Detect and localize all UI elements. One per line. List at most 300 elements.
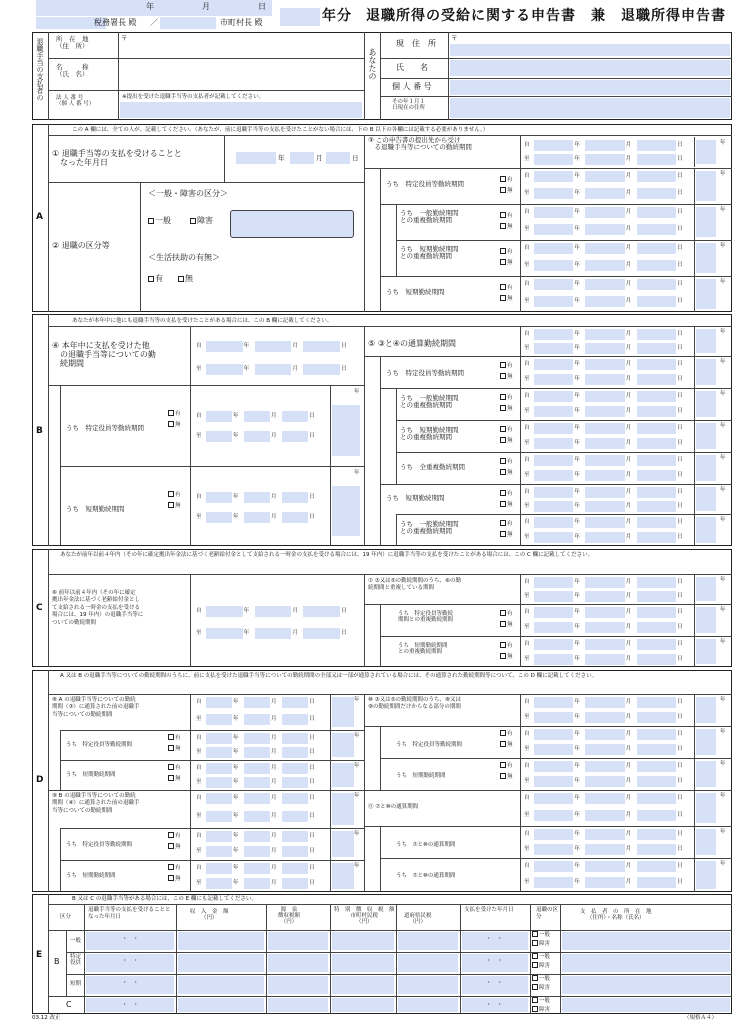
d-q10-from-field-1[interactable] [585,697,624,708]
d-q11-sub0-to-field-0[interactable] [534,844,573,855]
d-q10-sub1-from-field-1[interactable] [585,761,624,772]
payer-corp-number-field[interactable] [120,102,362,118]
d-q8-sub1-from-field-0[interactable] [206,763,232,774]
b-row4-years-field[interactable] [696,487,716,511]
era-year-field[interactable] [280,8,320,26]
b-row5-from-field-1[interactable] [585,517,624,528]
b-row2-from-field-2[interactable] [637,423,676,434]
d-q8-to-field-0[interactable] [206,714,232,725]
b-row4-to-field-1[interactable] [585,501,624,512]
d-q8-sub1-years-field[interactable] [332,763,354,787]
e-row2-payer-field[interactable] [562,976,730,994]
a-row1-to-field-0[interactable] [534,224,573,235]
b-row5-years-field[interactable] [696,517,716,543]
b-row1-from-field-0[interactable] [534,391,573,402]
q1-month-field[interactable] [290,152,314,164]
b-q5-from-field-1[interactable] [585,329,624,340]
b-q4-sub0-from-field-0[interactable] [206,411,232,422]
b-q5-to-field-1[interactable] [585,343,624,354]
b-row1-years-field[interactable] [696,391,716,417]
a-row2-yes[interactable]: 有 [500,248,513,255]
d-q9-sub0-yes[interactable]: 有 [168,832,181,839]
b-row2-from-field-1[interactable] [585,423,624,434]
d-q9-sub1-from-field-0[interactable] [206,863,232,874]
e-row0-source-tax-field[interactable] [268,932,328,950]
d-q9-sub1-to-field-1[interactable] [244,878,270,889]
d-q8-sub1-no[interactable]: 無 [168,775,181,782]
b-row5-to-field-2[interactable] [637,532,676,543]
b-row3-from-field-0[interactable] [534,455,573,466]
d-q11-sub1-years-field[interactable] [696,861,716,889]
c-q7-to-field-0[interactable] [534,591,573,602]
c-q7-from-field-0[interactable] [534,577,573,588]
a-row2-from-field-2[interactable] [637,243,676,254]
b-q4-sub1-from-field-2[interactable] [282,492,308,503]
b-row1-no[interactable]: 無 [500,405,513,412]
d-q11-sub1-to-field-1[interactable] [585,877,624,888]
d-q11-from-field-0[interactable] [534,793,573,804]
d-q8-sub0-to-field-0[interactable] [206,747,232,758]
d-q8-sub0-yes[interactable]: 有 [168,734,181,741]
b-q5-years-field[interactable] [696,329,716,353]
a-row3-from-field-1[interactable] [585,279,624,290]
b-q4-sub0-to-field-0[interactable] [206,431,232,442]
a-q3-years-field[interactable] [696,140,716,164]
d-q11-from-field-2[interactable] [637,793,676,804]
e-row1-income-field[interactable] [178,954,264,972]
a-row2-to-field-1[interactable] [585,260,624,271]
e-row2-city-tax-field[interactable] [332,976,394,994]
d-q11-from-field-1[interactable] [585,793,624,804]
opt-disabled[interactable]: 障害 [190,217,213,226]
a-row3-to-field-1[interactable] [585,296,624,307]
a-row0-no[interactable]: 無 [500,187,513,194]
b-row2-to-field-0[interactable] [534,438,573,449]
d-q8-years-field[interactable] [332,697,354,727]
b-row3-to-field-1[interactable] [585,470,624,481]
b-row3-from-field-2[interactable] [637,455,676,466]
b-row4-from-field-2[interactable] [637,487,676,498]
d-q10-sub1-years-field[interactable] [696,761,716,787]
e-row0-income-field[interactable] [178,932,264,950]
d-q11-to-field-0[interactable] [534,810,573,821]
b-row3-from-field-1[interactable] [585,455,624,466]
b-row5-no[interactable]: 無 [500,531,513,538]
c-sub1-from-field-0[interactable] [534,639,573,650]
c-q6-from-field-2[interactable] [303,606,340,617]
b-row2-yes[interactable]: 有 [500,426,513,433]
d-q11-sub0-years-field[interactable] [696,829,716,855]
c-sub0-yes[interactable]: 有 [500,610,513,617]
a-row1-from-field-0[interactable] [534,207,573,218]
d-q11-to-field-2[interactable] [637,810,676,821]
e-row1-source-tax-field[interactable] [268,954,328,972]
welfare-no[interactable]: 無 [178,275,193,284]
d-q11-sub0-to-field-2[interactable] [637,844,676,855]
b-q5-to-field-0[interactable] [534,343,573,354]
c-sub0-no[interactable]: 無 [500,621,513,628]
d-q8-sub0-no[interactable]: 無 [168,745,181,752]
you-address-field[interactable] [450,44,730,56]
b-q4-to-field-1[interactable] [255,364,292,375]
b-row3-yes[interactable]: 有 [500,458,513,465]
b-q4-from-field-2[interactable] [303,341,340,352]
a-row1-from-field-2[interactable] [637,207,676,218]
e-row3-pref-tax-field[interactable] [398,998,458,1012]
b-row5-yes[interactable]: 有 [500,520,513,527]
a-row1-no[interactable]: 無 [500,223,513,230]
d-q9-sub1-from-field-2[interactable] [282,863,308,874]
b-q4-sub1-from-field-0[interactable] [206,492,232,503]
city-field[interactable] [160,17,216,29]
e-row0-opt-general[interactable]: 一般 [532,931,550,938]
d-q10-sub0-to-field-2[interactable] [637,744,676,755]
a-q3-to-field-1[interactable] [585,154,624,165]
d-q10-sub0-yes[interactable]: 有 [500,730,513,737]
d-q9-sub0-from-field-2[interactable] [282,831,308,842]
e-row3-income-field[interactable] [178,998,264,1012]
d-q8-sub1-yes[interactable]: 有 [168,764,181,771]
e-row1-opt-disabled[interactable]: 障害 [532,962,550,969]
b-row5-to-field-0[interactable] [534,532,573,543]
c-q7-from-field-2[interactable] [637,577,676,588]
d-q8-to-field-2[interactable] [282,714,308,725]
a-row3-yes[interactable]: 有 [500,284,513,291]
d-q8-sub0-from-field-0[interactable] [206,733,232,744]
a-row1-yes[interactable]: 有 [500,212,513,219]
a-row1-to-field-2[interactable] [637,224,676,235]
b-row0-no[interactable]: 無 [500,373,513,380]
a-row3-from-field-0[interactable] [534,279,573,290]
d-q10-sub1-yes[interactable]: 有 [500,762,513,769]
d-q9-sub1-from-field-1[interactable] [244,863,270,874]
b-row0-to-field-0[interactable] [534,374,573,385]
a-row2-from-field-1[interactable] [585,243,624,254]
a-row3-no[interactable]: 無 [500,295,513,302]
d-q10-years-field[interactable] [696,697,716,723]
d-q9-sub0-from-field-1[interactable] [244,831,270,842]
b-q4-sub0-no[interactable]: 無 [168,421,181,428]
d-q9-sub0-to-field-1[interactable] [244,846,270,857]
e-row2-opt-disabled[interactable]: 障害 [532,984,550,991]
b-row0-to-field-1[interactable] [585,374,624,385]
d-q9-sub0-from-field-0[interactable] [206,831,232,842]
d-q8-from-field-0[interactable] [206,697,232,708]
d-q10-sub0-from-field-0[interactable] [534,729,573,740]
b-row4-no[interactable]: 無 [500,501,513,508]
d-q10-sub0-years-field[interactable] [696,729,716,755]
e-row-short: 短期 [70,981,82,987]
b-row3-no[interactable]: 無 [500,469,513,476]
d-q8-sub1-from-field-2[interactable] [282,763,308,774]
d-q9-to-field-1[interactable] [244,811,270,822]
d-q9-sub1-to-field-2[interactable] [282,878,308,889]
e-row0-payer-field[interactable] [562,932,730,950]
b-q4-to-field-0[interactable] [206,364,243,375]
c-sub1-no[interactable]: 無 [500,653,513,660]
c-sub1-to-field-2[interactable] [637,654,676,665]
d-q9-to-field-2[interactable] [282,811,308,822]
b-q4-sub0-to-field-2[interactable] [282,431,308,442]
a-row3-to-field-0[interactable] [534,296,573,307]
a-row2-no[interactable]: 無 [500,259,513,266]
a-row2-from-field-0[interactable] [534,243,573,254]
c-q6-to-field-0[interactable] [206,628,243,639]
a-row1-years-field[interactable] [696,207,716,237]
b-q4-sub0-from-field-1[interactable] [244,411,270,422]
d-q10-sub1-to-field-0[interactable] [534,776,573,787]
d-q11-sub1-to-field-0[interactable] [534,877,573,888]
b-q5-to-field-2[interactable] [637,343,676,354]
a-row0-to-field-2[interactable] [637,188,676,199]
e-row1-opt-general[interactable]: 一般 [532,953,550,960]
d-q11-sub1-to-field-2[interactable] [637,877,676,888]
d-q11-sub1-from-field-1[interactable] [585,861,624,872]
b-q4-from-field-1[interactable] [255,341,292,352]
date-field[interactable] [36,0,272,16]
d-q8-sub1-to-field-1[interactable] [244,777,270,788]
a-row3-from-field-2[interactable] [637,279,676,290]
c-q7-from-field-1[interactable] [585,577,624,588]
d-q10-sub0-to-field-0[interactable] [534,744,573,755]
d-q11-sub0-from-field-1[interactable] [585,829,624,840]
b-q4-sub1-to-field-1[interactable] [244,512,270,523]
b-row4-to-field-2[interactable] [637,501,676,512]
b-row0-yes[interactable]: 有 [500,362,513,369]
a-row0-yes[interactable]: 有 [500,176,513,183]
b-row4-to-field-0[interactable] [534,501,573,512]
b-row3-to-field-0[interactable] [534,470,573,481]
a-row0-to-field-0[interactable] [534,188,573,199]
c-sub1-from-field-2[interactable] [637,639,676,650]
d-q9-to-field-0[interactable] [206,811,232,822]
e-row2-source-tax-field[interactable] [268,976,328,994]
b-row2-from-field-0[interactable] [534,423,573,434]
e-row1-pref-tax-field[interactable] [398,954,458,972]
d-q10-sub1-no[interactable]: 無 [500,773,513,780]
d-q10-sub0-from-field-2[interactable] [637,729,676,740]
b-q4-sub1-to-field-2[interactable] [282,512,308,523]
b-row3-to-field-2[interactable] [637,470,676,481]
d-q10-sub0-to-field-1[interactable] [585,744,624,755]
b-row4-yes[interactable]: 有 [500,490,513,497]
d-q10-to-field-0[interactable] [534,712,573,723]
disabled-detail-field[interactable] [230,210,354,238]
d-q8-sub1-from-field-1[interactable] [244,763,270,774]
b-row4-from-field-0[interactable] [534,487,573,498]
b-row1-to-field-0[interactable] [534,406,573,417]
b-row4-from-field-1[interactable] [585,487,624,498]
d-q9-sub1-no[interactable]: 無 [168,875,181,882]
b-q5-from-field-2[interactable] [637,329,676,340]
e-row2-income-field[interactable] [178,976,264,994]
b-q4-sub0-from-field-2[interactable] [282,411,308,422]
d-q8-sub1-to-field-2[interactable] [282,777,308,788]
d-q8-sub0-years-field[interactable] [332,733,354,757]
a-row2-to-field-2[interactable] [637,260,676,271]
d-q8-sub0-to-field-2[interactable] [282,747,308,758]
a-row0-to-field-1[interactable] [585,188,624,199]
b-row0-from-field-2[interactable] [637,359,676,370]
d-q8-sub1-to-field-0[interactable] [206,777,232,788]
e-row0-pref-tax-field[interactable] [398,932,458,950]
a-row0-from-field-2[interactable] [637,171,676,182]
b-row0-years-field[interactable] [696,359,716,385]
a-row1-to-field-1[interactable] [585,224,624,235]
e-row3-city-tax-field[interactable] [332,998,394,1012]
c-sub0-from-field-0[interactable] [534,607,573,618]
b-row1-yes[interactable]: 有 [500,394,513,401]
d-q9-sub1-to-field-0[interactable] [206,878,232,889]
c-q6-to-field-1[interactable] [255,628,292,639]
e-row3-opt-disabled[interactable]: 障害 [532,1006,550,1013]
b-q4-sub1-yes[interactable]: 有 [168,491,181,498]
b-row1-to-field-2[interactable] [637,406,676,417]
you-name-field[interactable] [450,60,730,76]
c-sub1-from-field-1[interactable] [585,639,624,650]
a-q3-to-field-0[interactable] [534,154,573,165]
c-sub0-to-field-1[interactable] [585,622,624,633]
b-q4-sub0-years-field[interactable] [332,405,360,456]
b-q4-sub1-no[interactable]: 無 [168,502,181,509]
d-q10-sub1-to-field-1[interactable] [585,776,624,787]
a-q3-to-field-2[interactable] [637,154,676,165]
b-q4-sub0-to-field-1[interactable] [244,431,270,442]
b-q4-sub1-years-field[interactable] [332,486,360,536]
a-q3-from-field-1[interactable] [585,140,624,151]
d-q9-sub0-to-field-0[interactable] [206,846,232,857]
e-row1-city-tax-field[interactable] [332,954,394,972]
d-q10-sub0-no[interactable]: 無 [500,741,513,748]
d-q11-to-field-1[interactable] [585,810,624,821]
b-q4-sub0-yes[interactable]: 有 [168,410,181,417]
d-q9-sub1-yes[interactable]: 有 [168,864,181,871]
d-q10-from-field-0[interactable] [534,697,573,708]
b-row0-to-field-2[interactable] [637,374,676,385]
b-q4-to-field-2[interactable] [303,364,340,375]
b-row5-from-field-0[interactable] [534,517,573,528]
d-q8-sub0-from-field-1[interactable] [244,733,270,744]
e-row3-source-tax-field[interactable] [268,998,328,1012]
d-q10-from-field-2[interactable] [637,697,676,708]
c-sub1-to-field-0[interactable] [534,654,573,665]
b-row1-from-field-1[interactable] [585,391,624,402]
b-row5-to-field-1[interactable] [585,532,624,543]
e-row1-payer-field[interactable] [562,954,730,972]
a-row3-to-field-2[interactable] [637,296,676,307]
b-row2-no[interactable]: 無 [500,437,513,444]
d-q9-sub0-no[interactable]: 無 [168,843,181,850]
q1-year-field[interactable] [236,152,276,164]
c-sub0-years-field[interactable] [696,607,716,633]
d-q9-sub0-years-field[interactable] [332,831,354,857]
b-row2-to-field-1[interactable] [585,438,624,449]
opt-general[interactable]: 一般 [148,217,171,226]
c-q6-from-field-1[interactable] [255,606,292,617]
c-sub0-from-field-1[interactable] [585,607,624,618]
b-row2-to-field-2[interactable] [637,438,676,449]
a-row0-from-field-0[interactable] [534,171,573,182]
e-row2-opt-general[interactable]: 一般 [532,975,550,982]
d-q10-sub0-from-field-1[interactable] [585,729,624,740]
a-row2-years-field[interactable] [696,243,716,273]
d-q10-sub1-from-field-2[interactable] [637,761,676,772]
e-row3-opt-general[interactable]: 一般 [532,997,550,1004]
e-row0-opt-disabled[interactable]: 障害 [532,940,550,947]
a-row0-from-field-1[interactable] [585,171,624,182]
b-row0-from-field-1[interactable] [585,359,624,370]
d-q8-to-field-1[interactable] [244,714,270,725]
d-q11-sub1-from-field-2[interactable] [637,861,676,872]
c-sub1-years-field[interactable] [696,639,716,664]
you-mynumber-field[interactable] [450,80,730,95]
d-q8-from-field-2[interactable] [282,697,308,708]
d-q9-sub0-to-field-2[interactable] [282,846,308,857]
welfare-yes[interactable]: 有 [148,275,163,284]
c-q7-years-field[interactable] [696,577,716,601]
d-q8-from-field-1[interactable] [244,697,270,708]
c-q7-to-field-2[interactable] [637,591,676,602]
d-q10-sub1-to-field-2[interactable] [637,776,676,787]
b-q5-from-field-0[interactable] [534,329,573,340]
a-row3-years-field[interactable] [696,279,716,309]
d-q8-sub0-from-field-2[interactable] [282,733,308,744]
d-q9-from-field-0[interactable] [206,793,232,804]
d-q9-years-field[interactable] [332,793,354,825]
b-q4-from-field-0[interactable] [206,341,243,352]
d-q8-sub0-to-field-1[interactable] [244,747,270,758]
d-q10-sub1-from-field-0[interactable] [534,761,573,772]
you-jan1-address-field[interactable] [450,98,730,118]
q1-day-field[interactable] [326,152,350,164]
d-q11-sub0-from-field-0[interactable] [534,829,573,840]
d-q11-years-field[interactable] [696,793,716,823]
b-row5-from-field-2[interactable] [637,517,676,528]
d-q9-sub1-years-field[interactable] [332,863,354,889]
c-sub1-to-field-1[interactable] [585,654,624,665]
b-q4-sub1-from-field-1[interactable] [244,492,270,503]
d-q11-sub0-to-field-1[interactable] [585,844,624,855]
d-q10-to-field-1[interactable] [585,712,624,723]
a-q3-from-field-2[interactable] [637,140,676,151]
c-q6-from-field-0[interactable] [206,606,243,617]
d-q11-sub0-from-field-2[interactable] [637,829,676,840]
c-sub0-from-field-2[interactable] [637,607,676,618]
b-row1-to-field-1[interactable] [585,406,624,417]
d-q9-from-field-2[interactable] [282,793,308,804]
b-row3-years-field[interactable] [696,455,716,481]
a-row2-to-field-0[interactable] [534,260,573,271]
d-q9-from-field-1[interactable] [244,793,270,804]
c-sub1-yes[interactable]: 有 [500,642,513,649]
e-row2-pref-tax-field[interactable] [398,976,458,994]
c-q6-to-field-2[interactable] [303,628,340,639]
a-q3-from-field-0[interactable] [534,140,573,151]
c-sub0-to-field-2[interactable] [637,622,676,633]
b-row2-years-field[interactable] [696,423,716,449]
c-sub0-to-field-0[interactable] [534,622,573,633]
c-q7-to-field-1[interactable] [585,591,624,602]
d-q11-sub1-from-field-0[interactable] [534,861,573,872]
b-row0-from-field-0[interactable] [534,359,573,370]
a-row0-years-field[interactable] [696,171,716,201]
d-q10-to-field-2[interactable] [637,712,676,723]
e-row3-payer-field[interactable] [562,998,730,1012]
e-row0-city-tax-field[interactable] [332,932,394,950]
b-q4-sub1-to-field-0[interactable] [206,512,232,523]
b-row1-from-field-2[interactable] [637,391,676,402]
a-row1-from-field-1[interactable] [585,207,624,218]
